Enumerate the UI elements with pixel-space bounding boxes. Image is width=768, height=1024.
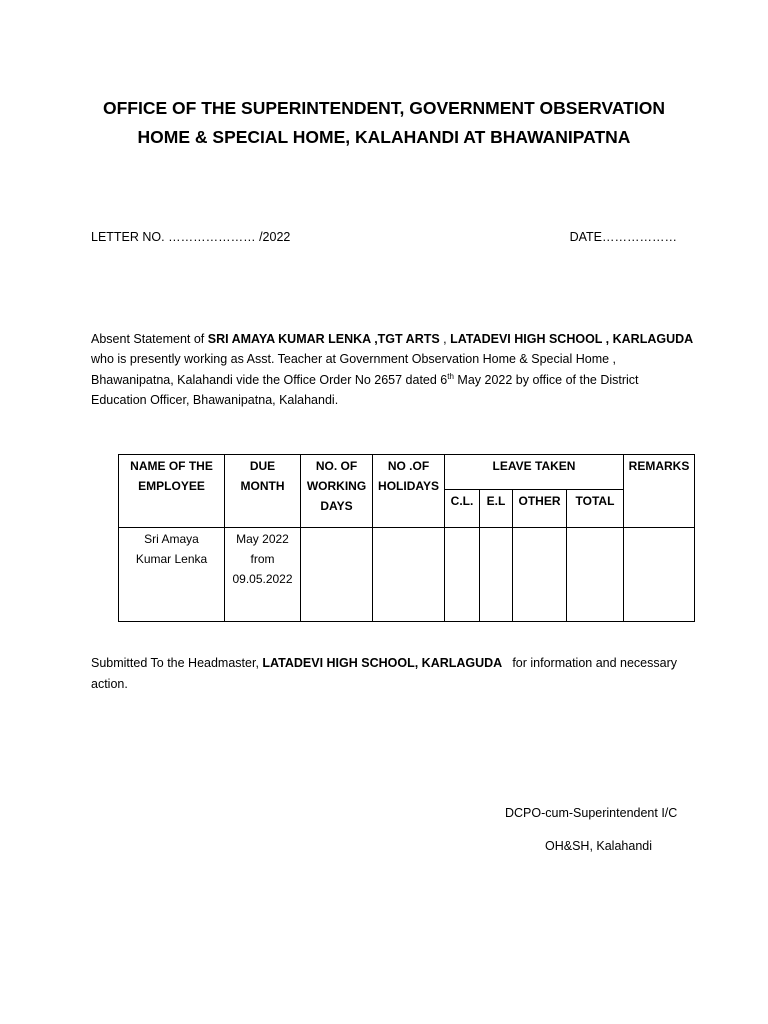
statement-line-3-before: Bhawanipatna, Kalahandi vide the Office Order No 2657 dated 6 — [91, 372, 448, 387]
cell-total — [567, 528, 624, 622]
absent-statement-table — [118, 454, 695, 622]
heading-line-2: HOME & SPECIAL HOME, KALAHANDI AT BHAWANIPATNA — [137, 127, 631, 147]
header-employee-name: NAME OF THE EMPLOYEE — [119, 455, 225, 528]
letter-number: LETTER NO. ………………… /2022 — [91, 230, 291, 244]
heading-line-1: OFFICE OF THE SUPERINTENDENT, GOVERNMENT OBSERVATION — [103, 98, 665, 118]
submission-line-2: action. — [91, 677, 128, 691]
statement-prefix: Absent Statement of — [91, 332, 208, 346]
header-el: E.L — [480, 490, 513, 528]
header-leave-taken: LEAVE TAKEN — [445, 455, 624, 490]
letter-date: DATE……………… — [569, 230, 677, 244]
submission-prefix: Submitted To the Headmaster, — [91, 656, 263, 670]
letter-reference-row — [91, 230, 677, 244]
document-heading — [60, 94, 708, 152]
submission-school: LATADEVI HIGH SCHOOL, KARLAGUDA — [262, 656, 503, 670]
cell-other — [513, 528, 567, 622]
cell-cl — [445, 528, 480, 622]
submission-line-1 — [91, 653, 677, 674]
header-cl: C.L. — [445, 490, 480, 528]
statement-paragraph — [91, 329, 694, 410]
statement-line-2 — [91, 349, 677, 369]
statement-separator: , — [439, 332, 451, 346]
header-working-days: NO. OF WORKING DAYS — [301, 455, 373, 528]
header-remarks: REMARKS — [624, 455, 695, 528]
submission-suffix: for information and necessary — [512, 656, 677, 670]
table-row — [119, 528, 695, 622]
cell-employee-name: Sri Amaya Kumar Lenka — [119, 528, 225, 622]
header-due-month: DUE MONTH — [225, 455, 301, 528]
statement-line-4: Education Officer, Bhawanipatna, Kalahandi. — [91, 392, 339, 407]
statement-line-3 — [91, 370, 677, 390]
statement-line-3-text — [91, 370, 639, 390]
cell-holidays — [373, 528, 445, 622]
submission-note — [91, 653, 677, 695]
cell-due-month: May 2022 from 09.05.2022 — [225, 528, 301, 622]
cell-working-days — [301, 528, 373, 622]
submission-recipient — [91, 653, 502, 674]
date-suffix: th — [447, 371, 454, 381]
header-total: TOTAL — [567, 490, 624, 528]
cell-remarks — [624, 528, 695, 622]
cell-el — [480, 528, 513, 622]
statement-line-2-text: who is presently working as Asst. Teacher at Government Observation Home & Special Home , — [91, 352, 617, 367]
school-name: LATADEVI HIGH SCHOOL , KARLAGUDA — [450, 332, 694, 346]
statement-line-1 — [91, 329, 694, 349]
header-other: OTHER — [513, 490, 567, 528]
statement-line-3-after: May 2022 by office of the District — [453, 372, 639, 387]
signature-designation: DCPO-cum-Superintendent I/C — [505, 806, 678, 820]
header-holidays: NO .OF HOLIDAYS — [373, 455, 445, 528]
signature-office: OH&SH, Kalahandi — [545, 839, 653, 853]
employee-name: SRI AMAYA KUMAR LENKA ,TGT ARTS — [207, 332, 440, 346]
